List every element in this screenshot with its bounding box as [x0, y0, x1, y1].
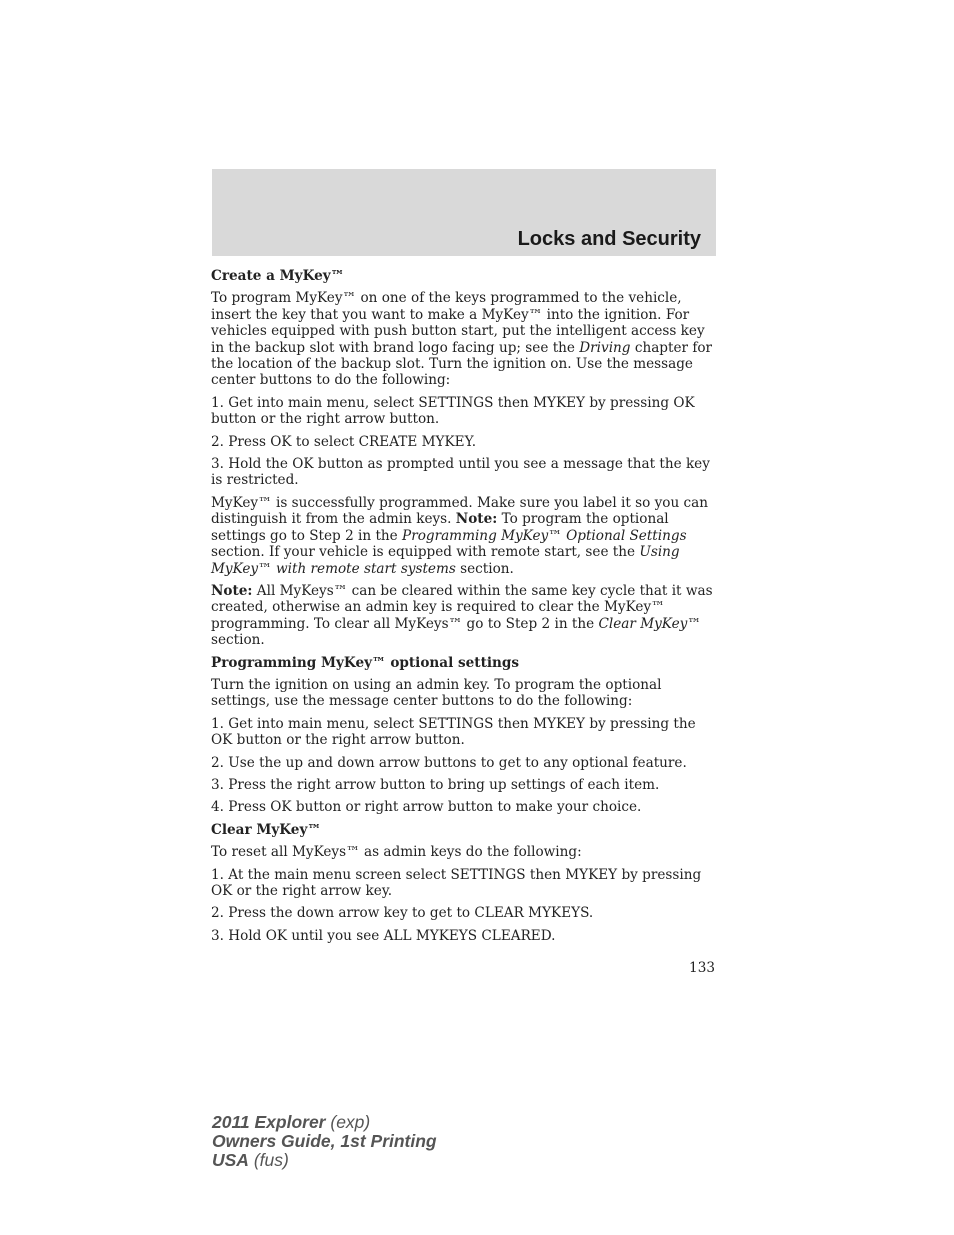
footer-printing: Owners Guide, 1st Printing — [212, 1131, 437, 1151]
page-content — [211, 268, 719, 950]
section-title: Locks and Security — [517, 228, 701, 250]
clear-step-1: 1. At the main menu screen select SETTINGS then MYKEY by pressing OK or the right arrow key. — [211, 866, 702, 899]
clear-intro: To reset all MyKeys™ as admin keys do the following: — [211, 844, 582, 861]
create-intro-text-b: chapter for the location of the backup slot. Turn the ignition on. Use the message center buttons to do the following: — [211, 339, 713, 389]
page-number: 133 — [689, 960, 715, 976]
success-text-a: MyKey™ is successfully programmed. Make sure you label it so you can distinguish it from the admin keys. — [211, 494, 709, 528]
heading-create-mykey: Create a MyKey™ — [211, 268, 345, 284]
success-text-d: section. — [455, 560, 514, 577]
section-header-band — [212, 169, 716, 256]
programming-intro: Turn the ignition on using an admin key. To program the optional settings, use the message center buttons to do the following: — [211, 676, 662, 710]
footer-line-3 — [212, 1151, 437, 1170]
note-ref-clear-mykey: Clear MyKey™ — [598, 615, 701, 632]
heading-programming-mykey: Programming MyKey™ optional settings — [211, 654, 520, 671]
success-ref-programming: Programming MyKey™ Optional Settings — [402, 527, 687, 544]
success-ref-remote-start: Using MyKey™ with remote start systems — [211, 544, 680, 577]
note-text-a: All MyKeys™ can be cleared within the same key cycle that it was created, otherwise an admin key is required to clear the MyKey™ programming. To clear all MyKeys™ go to Step 2 in the — [211, 582, 713, 632]
clear-step-3: 3. Hold OK until you see ALL MYKEYS CLEARED. — [211, 927, 556, 944]
success-text-b: To program the optional settings go to Step 2 in the — [211, 511, 669, 544]
create-intro-paragraph — [211, 290, 719, 388]
footer-market-code: (fus) — [248, 1150, 289, 1170]
create-intro-text-a: To program MyKey™ on one of the keys programmed to the vehicle, insert the key that you want to make a MyKey™ into the ignition. For vehicles equipped with push button start, put the intelligent access key in the backup slot with brand logo facing up; see the — [211, 290, 705, 356]
create-success-paragraph — [211, 495, 719, 577]
note-text-b: section. — [211, 632, 265, 649]
note-label: Note: — [211, 582, 253, 599]
clear-step-2: 2. Press the down arrow key to get to CLEAR MYKEYS. — [211, 905, 594, 922]
footer-line-2 — [212, 1132, 437, 1151]
programming-step-3: 3. Press the right arrow button to bring up settings of each item. — [211, 776, 660, 793]
create-step-3: 3. Hold the OK button as prompted until you see a message that the key is restricted. — [211, 456, 710, 489]
create-note-paragraph — [211, 583, 719, 649]
programming-step-1: 1. Get into main menu, select SETTINGS then MYKEY by pressing the OK button or the right arrow button. — [211, 715, 696, 749]
create-step-2: 2. Press OK to select CREATE MYKEY. — [211, 433, 477, 450]
programming-step-2: 2. Use the up and down arrow buttons to get to any optional feature. — [211, 754, 687, 771]
success-note-label: Note: — [455, 511, 498, 528]
programming-step-4: 4. Press OK button or right arrow button to make your choice. — [211, 799, 642, 816]
footer-market: USA — [212, 1150, 249, 1170]
footer-model: 2011 Explorer — [212, 1112, 326, 1132]
success-text-c: section. If your vehicle is equipped with remote start, see the — [211, 544, 640, 561]
footer-model-code: (exp) — [325, 1112, 371, 1132]
create-intro-ref-driving: Driving — [579, 339, 631, 356]
footer-line-1 — [212, 1113, 437, 1132]
create-step-1: 1. Get into main menu, select SETTINGS then MYKEY by pressing OK button or the right arrow button. — [211, 394, 695, 428]
footer-imprint — [212, 1113, 437, 1170]
heading-clear-mykey: Clear MyKey™ — [211, 821, 321, 838]
